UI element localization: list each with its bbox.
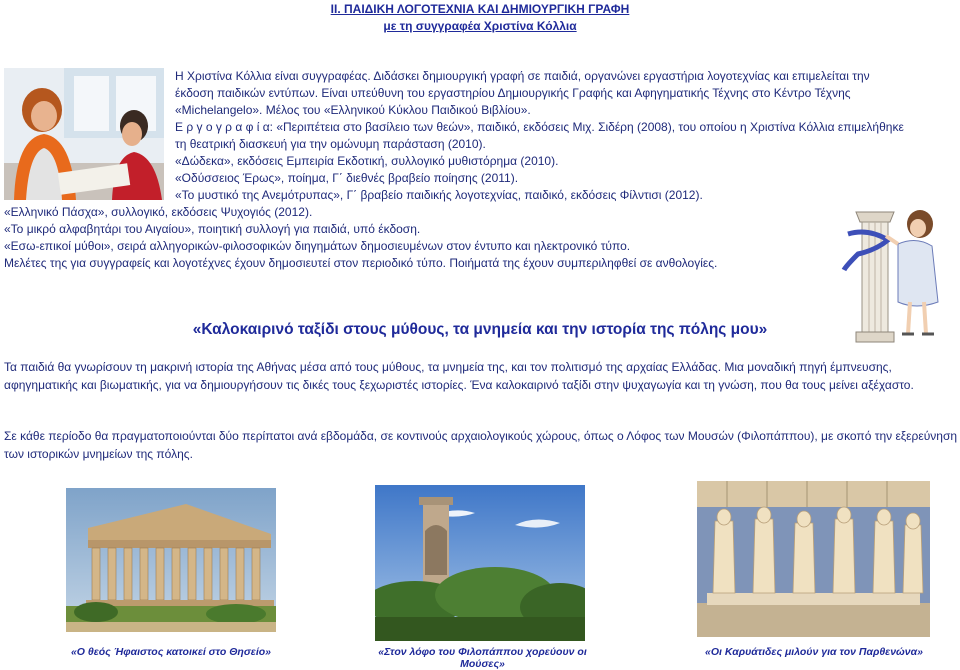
photo-caption: «Οι Καρυάτιδες μιλούν για τον Παρθενώνα» <box>704 646 923 658</box>
bio-line: «Το μικρό αλφαβητάρι του Αιγαίου», ποιητική συλλογή για παιδιά, υπό έκδοση. <box>4 222 421 236</box>
bio-line: «Το μυστικό της Ανεμότρυπας», Γ΄ βραβείο παιδικής λογοτεχνίας, παιδικό, εκδόσεις Φίλντισι (2012). <box>175 188 703 202</box>
bio-line: Η Χριστίνα Κόλλια είναι συγγραφέας. Διδάσκει δημιουργική γραφή σε παιδιά, οργανώνει εργαστήρια λογοτεχνίας και επιμελείται την <box>175 69 870 83</box>
author-photo <box>4 68 164 200</box>
program-paragraph: Σε κάθε περίοδο θα πραγματοποιούνται δύο περίπατοι ανά εβδομάδα, σε κοντινούς αρχαιολογικούς χώρους, όπως ο Λόφος των Μουσών (Φιλοπάππου), με σκοπό την εξερεύνηση των ιστορικών μνημείων της πόλης. <box>4 429 958 461</box>
bio-line: «Michelangelo». Μέλος του «Ελληνικού Κύκλου Παιδικού Βιβλίου». <box>175 103 531 117</box>
page-title: ΙΙ. ΠΑΙΔΙΚΗ ΛΟΓΟΤΕΧΝΙΑ ΚΑΙ ΔΗΜΙΟΥΡΓΙΚΗ ΓΡΑΦΗ <box>330 2 630 16</box>
bio-line: Ε ρ γ ο γ ρ α φ ί α: «Περιπέτεια στο βασίλειο των θεών», παιδικό, εκδόσεις Μιχ. Σιδέρη (2008), του οποίου η Χριστίνα Κόλλια επιμελήθηκε <box>175 120 904 134</box>
photo-temple-hephaestus <box>66 488 276 632</box>
page-subtitle: με τη συγγραφέα Χριστίνα Κόλλια <box>383 19 577 33</box>
bio-line: Μελέτες της για συγγραφείς και λογοτέχνες έχουν δημοσιευτεί στον περιοδικό τύπο. Ποιήματά της έχουν συμπεριληφθεί σε ανθολογίες. <box>4 256 718 270</box>
photo-caryatids <box>697 481 930 637</box>
program-paragraph: Τα παιδιά θα γνωρίσουν τη μακρινή ιστορία της Αθήνας μέσα από τους μύθους, τα μνημεία της, και τον πολιτισμό της αρχαίας Ελλάδας. Μια μοναδική πηγή έμπνευσης, αφηγηματικής και βιωματικής, για να δημιουργήσουν τις δικές τους ξεχωριστές ιστορίες. Ένα καλοκαιρινό ταξίδι στην ψυχαγωγία και τη γνώση, που θα τους μείνει αξέχαστο. <box>4 360 914 392</box>
bio-line: «Εσω-επικοί μύθοι», σειρά αλληγορικών-φιλοσοφικών διηγημάτων δημοσιευμένων στον έντυπο και ηλεκτρονικό τύπο. <box>4 239 631 253</box>
bio-line: τη θεατρική διασκευή για την ομώνυμη παράσταση (2010). <box>175 137 486 151</box>
photo-caption: «Ο θεός Ήφαιστος κατοικεί στο Θησείο» <box>70 646 272 658</box>
bio-line: «Ελληνικό Πάσχα», συλλογικό, εκδόσεις Ψυχογιός (2012). <box>4 205 313 219</box>
bio-line: «Δώδεκα», εκδόσεις Εμπειρία Εκδοτική, συλλογικό μυθιστόρημα (2010). <box>175 154 559 168</box>
bio-line: «Οδύσσειος Έρως», ποίημα, Γ΄ διεθνές βραβείο ποίησης (2011). <box>175 171 519 185</box>
bio-line: έκδοση παιδικών εντύπων. Είναι υπεύθυνη του εργαστηρίου Δημιουργικής Γραφής και Αφηγηματικής Τέχνης στο Κέντρο Τέχνης <box>175 86 851 100</box>
program-title: «Καλοκαιρινό ταξίδι στους μύθους, τα μνημεία και την ιστορία της πόλης μου» <box>192 321 768 338</box>
photo-caption: «Στον λόφο του Φιλοπάππου χορεύουν οι Μούσες» <box>378 646 587 670</box>
photo-philopappos-hill <box>375 485 585 641</box>
